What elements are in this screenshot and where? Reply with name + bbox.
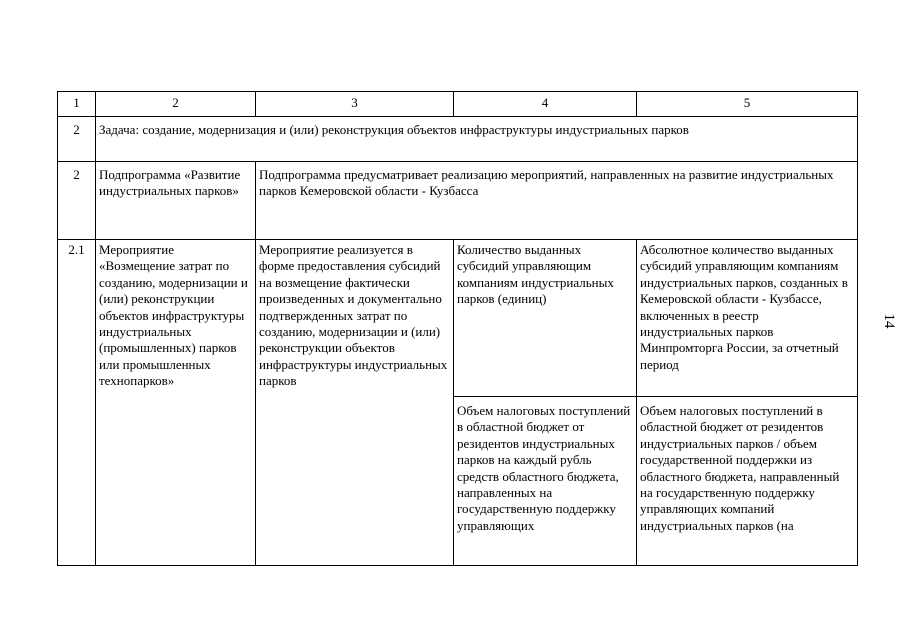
- header-cell-4: 4: [454, 92, 637, 117]
- task-row: [58, 117, 858, 162]
- indicator-2-name-text: Объем налоговых поступлений в областной бюджет от резидентов индустриальных парков на каждый рубль средств областного бюджета, направленных на государственную поддержку управляющих: [457, 403, 631, 533]
- page-number: 14: [881, 313, 897, 329]
- indicator-1-method-text: Абсолютное количество выданных субсидий управляющим компаниям индустриальных парков, созданных в Кемеровской области - Кузбассе, включенных в реестр индустриальных парков Минпромторга России, за отчетный период: [640, 242, 848, 372]
- indicator-2-method: [637, 397, 858, 566]
- header-cell-5: 5: [637, 92, 858, 117]
- indicator-1-name: [454, 240, 637, 397]
- measure-number: 2.1: [58, 240, 96, 566]
- indicator-1-name-text: Количество выданных субсидий управляющим компаниям индустриальных парков (единиц): [457, 242, 614, 307]
- indicator-1-method: [637, 240, 858, 397]
- measure-description: Мероприятие реализуется в форме предоставления субсидий на возмещение фактически произведенных и документально подтвержденных затрат по созданию, модернизации и (или) реконструкции объектов инфраструктуры индустриальных парков: [256, 240, 454, 566]
- subprogram-name: Подпрограмма «Развитие индустриальных парков»: [96, 162, 256, 240]
- subprogram-number: 2: [58, 162, 96, 240]
- subprogram-description: Подпрограмма предусматривает реализацию мероприятий, направленных на развитие индустриальных парков Кемеровской области - Кузбасса: [256, 162, 858, 240]
- header-cell-2: 2: [96, 92, 256, 117]
- header-row: [58, 92, 858, 117]
- program-table: [57, 91, 858, 566]
- header-cell-1: 1: [58, 92, 96, 117]
- subprogram-row: [58, 162, 858, 240]
- task-row-text: Задача: создание, модернизация и (или) реконструкция объектов инфраструктуры индустриальных парков: [96, 117, 858, 162]
- header-cell-3: 3: [256, 92, 454, 117]
- indicator-2-method-text: Объем налоговых поступлений в областной бюджет от резидентов индустриальных парков / объем государственной поддержки из областного бюджета, направленный на государственную поддержку управляющих компаний индустриальных парков (на: [640, 403, 840, 533]
- measure-name: Мероприятие «Возмещение затрат по созданию, модернизации и (или) реконструкции объектов инфраструктуры индустриальных (промышленных) парков или промышленных технопарков»: [96, 240, 256, 566]
- task-row-number: 2: [58, 117, 96, 162]
- measure-row: [58, 240, 858, 397]
- indicator-2-name: [454, 397, 637, 566]
